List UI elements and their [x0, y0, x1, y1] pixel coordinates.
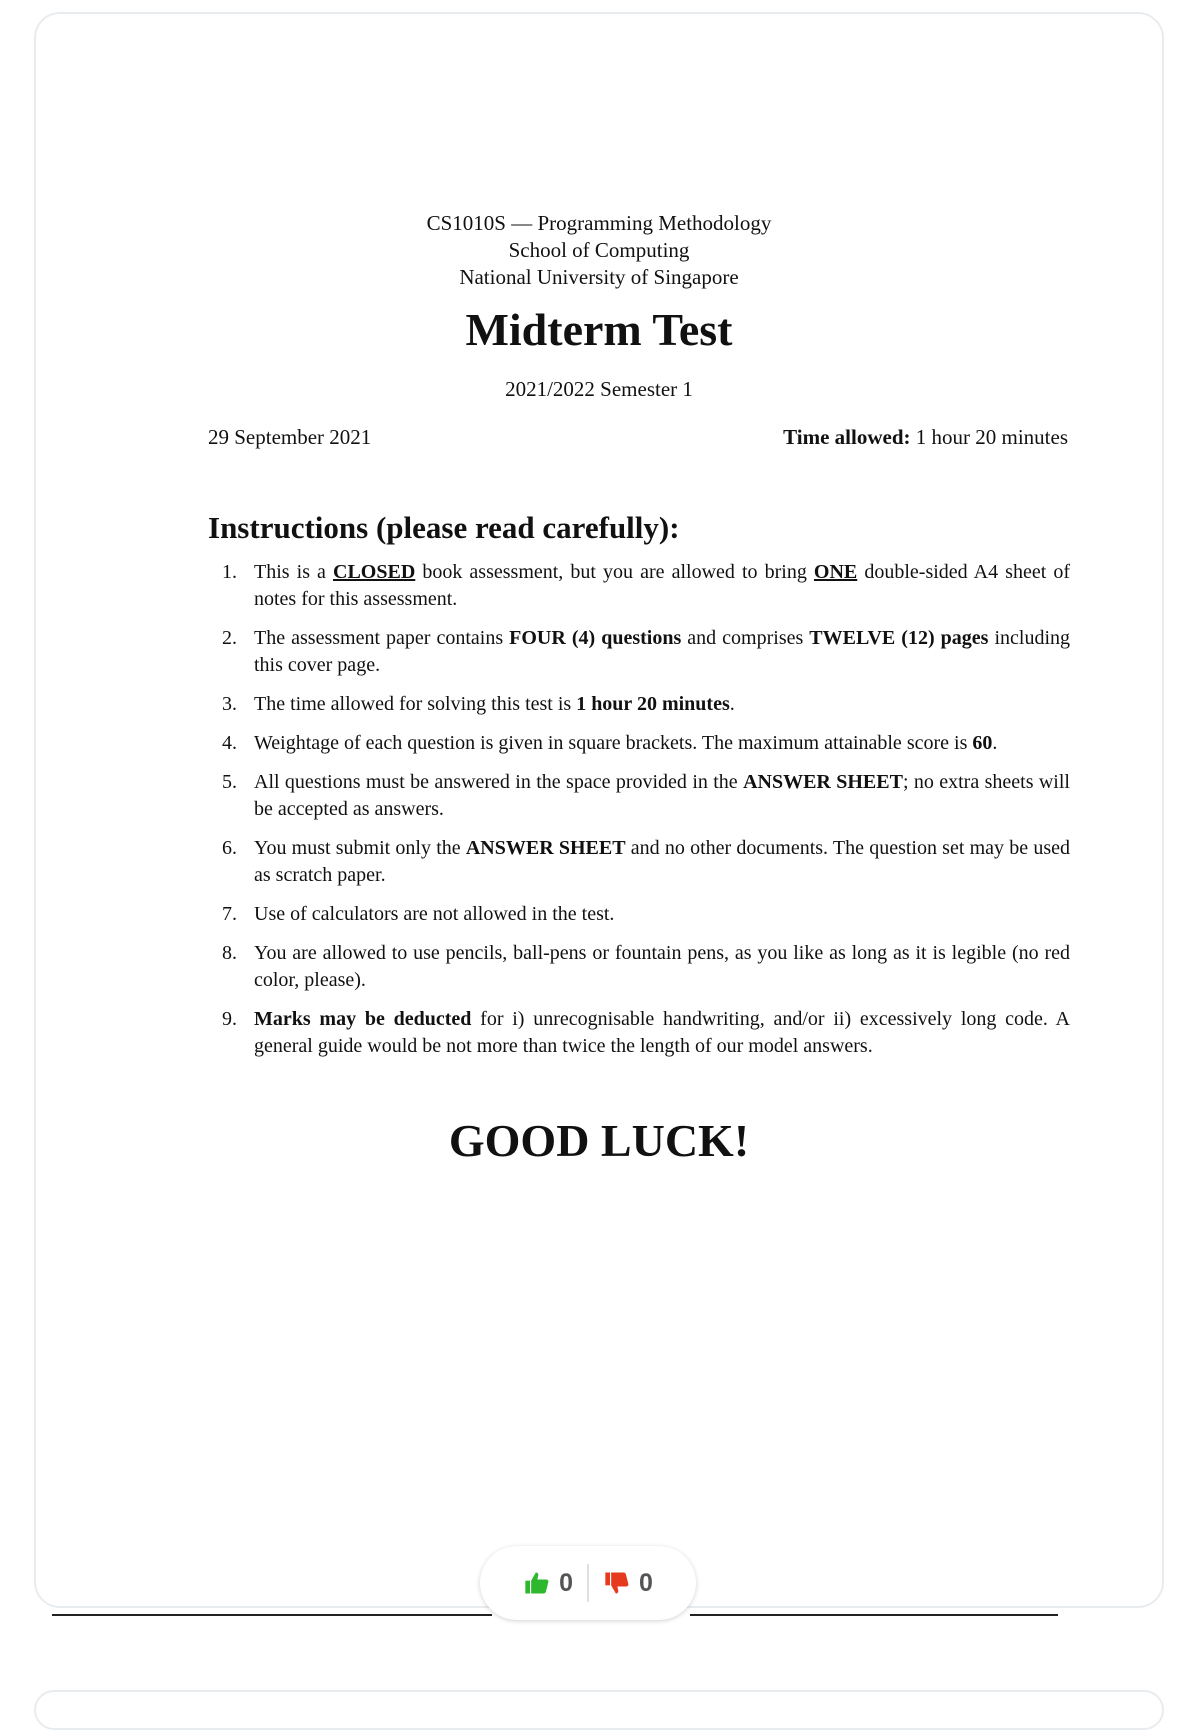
time-allowed-value: 1 hour 20 minutes [915, 425, 1068, 449]
instruction-text: ANSWER SHEET [743, 771, 903, 793]
instruction-text: Weightage of each question is given in square brackets. The maximum attainable score is [254, 732, 973, 754]
instruction-text: Marks may be deducted [254, 1008, 472, 1030]
downvote-count: 0 [639, 1568, 653, 1597]
instruction-text: and no other documents. The question set may be used as scratch paper. [254, 837, 1070, 886]
instruction-text: FOUR (4) questions [509, 627, 682, 649]
instruction-text: ONE [813, 561, 858, 583]
instruction-item [208, 835, 1070, 889]
instruction-text: CLOSED [333, 561, 416, 583]
thumbs-up-icon [523, 1569, 551, 1597]
instruction-number: 4. [222, 732, 237, 754]
instruction-text: All questions must be answered in the space provided in the [254, 771, 744, 793]
footer-rule [690, 1614, 1058, 1616]
instruction-text: ANSWER SHEET [465, 837, 626, 859]
instruction-text: . [992, 732, 998, 754]
instruction-text: double-sided A4 sheet of notes for this assessment. [254, 561, 1070, 610]
time-allowed-label: Time allowed: [783, 425, 911, 449]
instruction-item [208, 730, 1070, 757]
instruction-number: 8. [222, 942, 237, 964]
instruction-number: 3. [222, 693, 237, 715]
instruction-text: including this cover page. [254, 627, 1070, 676]
instruction-text: and comprises [681, 627, 810, 649]
instruction-number: 5. [222, 771, 237, 793]
footer-rule [52, 1614, 492, 1616]
course-name: CS1010S — Programming Methodology [426, 211, 772, 235]
document-page [34, 12, 1164, 1608]
instruction-text: Use of calculators are not allowed in the test. [254, 903, 615, 925]
instruction-item [208, 940, 1070, 994]
date-line [208, 425, 1068, 450]
instruction-text: The time allowed for solving this test is [254, 693, 577, 715]
instruction-item [208, 625, 1070, 679]
instruction-item [208, 691, 1070, 718]
thumbs-down-icon [603, 1569, 631, 1597]
instruction-item [208, 901, 1070, 928]
instruction-number: 2. [222, 627, 237, 649]
school-name: School of Computing [508, 238, 690, 262]
header-block [36, 210, 1162, 291]
upvote-button[interactable] [509, 1569, 587, 1598]
exam-date: 29 September 2021 [208, 425, 372, 449]
instruction-item [208, 559, 1070, 613]
instruction-number: 6. [222, 837, 237, 859]
time-allowed [783, 425, 1068, 450]
instruction-text: You must submit only the [254, 837, 466, 859]
downvote-button[interactable] [589, 1569, 667, 1598]
instruction-item [208, 769, 1070, 823]
instruction-text: 60 [972, 732, 993, 754]
instruction-text: book assessment, but you are allowed to bring [415, 561, 814, 583]
instruction-number: 9. [222, 1008, 237, 1030]
university-name: National University of Singapore [459, 265, 739, 289]
instruction-item [208, 1006, 1070, 1060]
instruction-text: 1 hour 20 minutes [576, 693, 730, 715]
next-page-card [34, 1690, 1164, 1730]
instruction-text: The assessment paper contains [254, 627, 510, 649]
closing-message: GOOD LUCK! [448, 1115, 750, 1166]
instruction-text: TWELVE (12) pages [809, 627, 989, 649]
upvote-count: 0 [559, 1568, 573, 1597]
instruction-text: ; no extra sheets will be accepted as answers. [254, 771, 1070, 820]
instruction-text: for i) unrecognisable handwriting, and/or ii) excessively long code. A general guide would be not more than twice the length of our model answers. [254, 1008, 1070, 1057]
instructions-list [208, 559, 1070, 1072]
instruction-text: . [729, 693, 735, 715]
vote-bar [480, 1546, 696, 1620]
page-title: Midterm Test [465, 304, 733, 355]
instruction-text: You are allowed to use pencils, ball-pens or fountain pens, as you like as long as it is legible (no red color, please). [254, 942, 1070, 991]
instruction-text: This is a [254, 561, 334, 583]
semester: 2021/2022 Semester 1 [505, 377, 693, 401]
instruction-number: 7. [222, 903, 237, 925]
instruction-number: 1. [222, 561, 237, 583]
instructions-heading: Instructions (please read carefully): [208, 510, 680, 545]
